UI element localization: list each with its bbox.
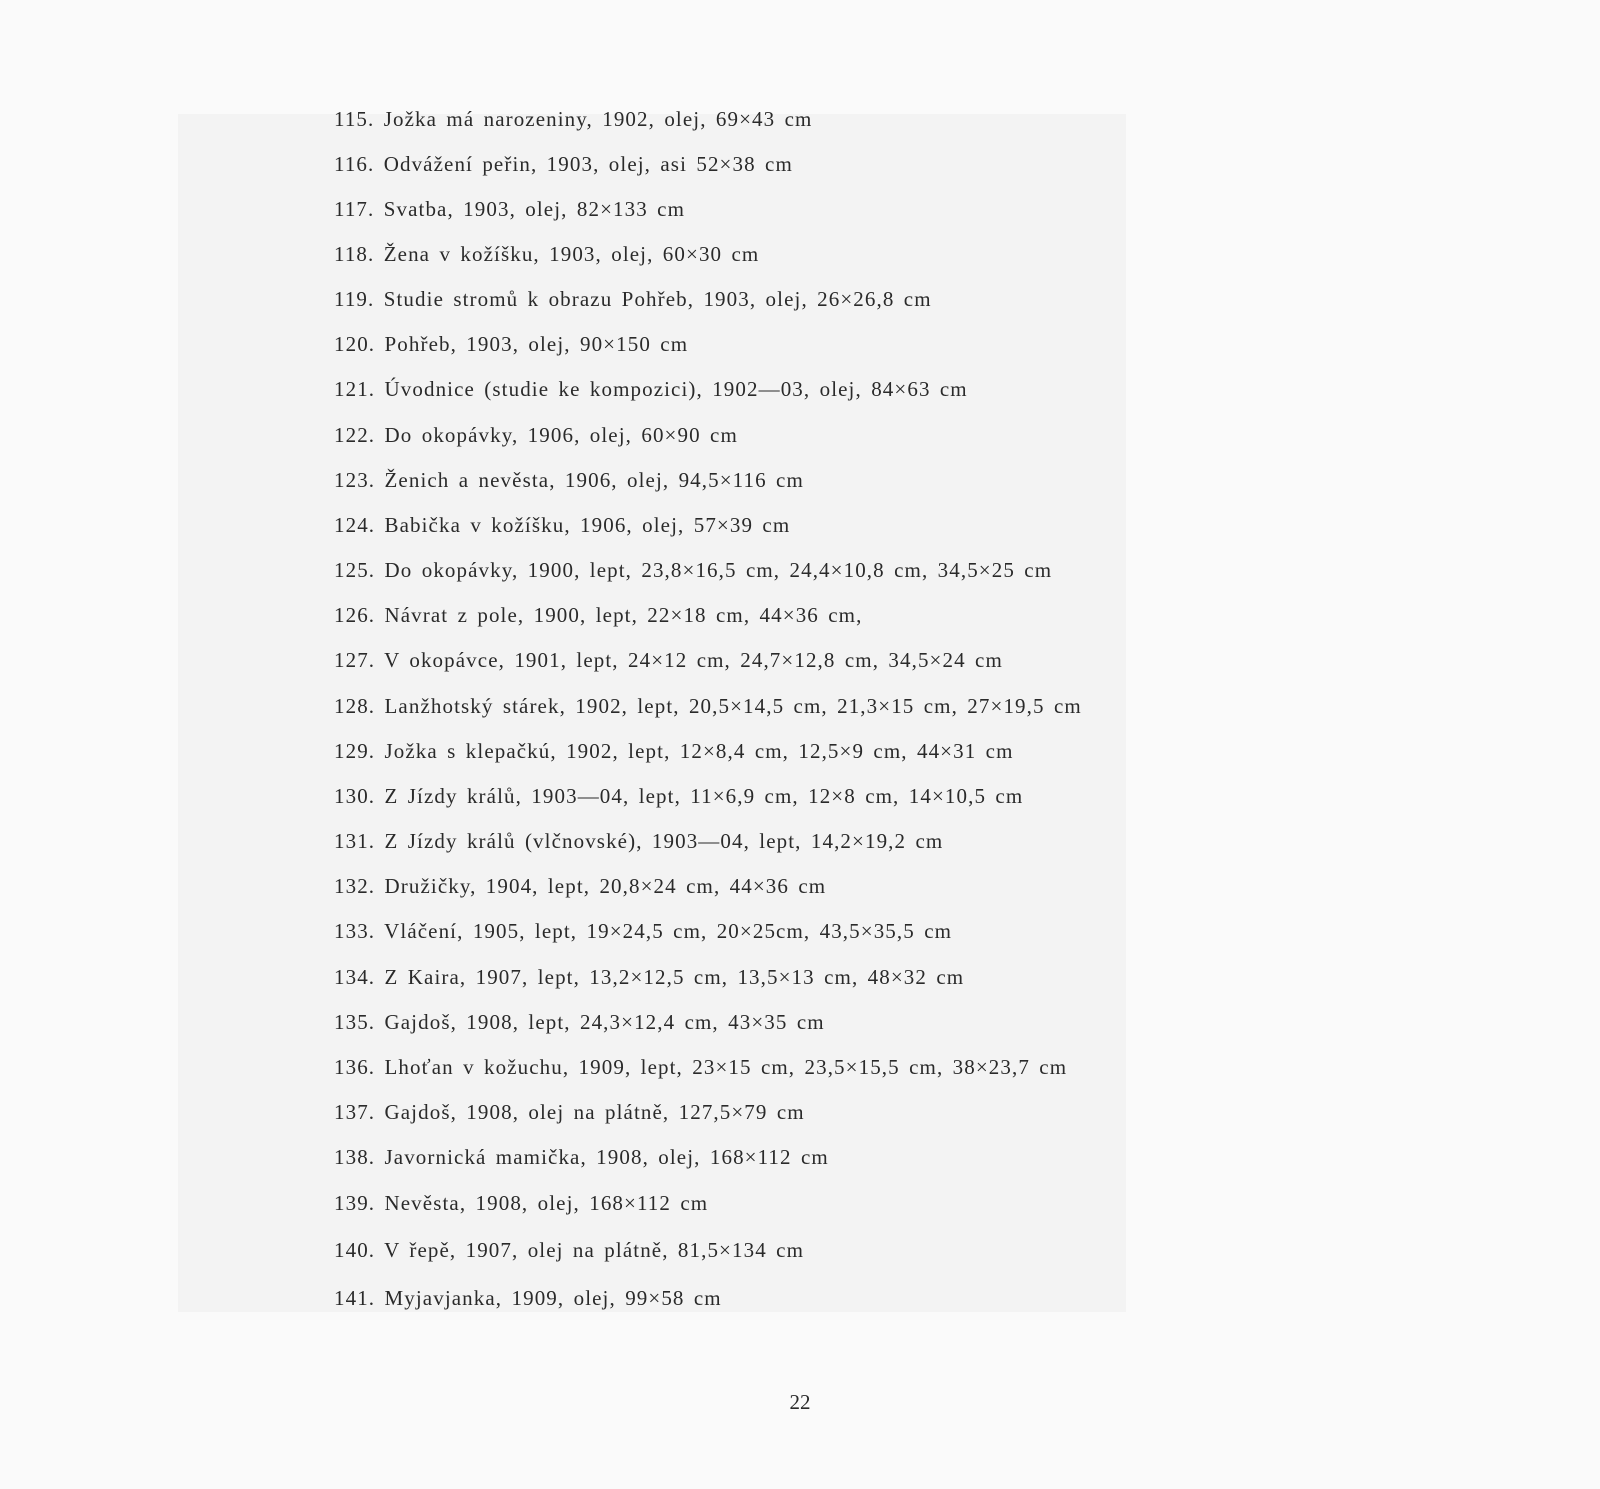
- catalog-entry-141: 141. Myjavjanka, 1909, olej, 99×58 cm: [334, 1286, 722, 1310]
- catalog-entry-119: 119. Studie stromů k obrazu Pohřeb, 1903, olej, 26×26,8 cm: [334, 287, 932, 311]
- catalog-entry-124: 124. Babička v kožíšku, 1906, olej, 57×39 cm: [334, 513, 791, 537]
- catalog-entry-130: 130. Z Jízdy králů, 1903—04, lept, 11×6,9 cm, 12×8 cm, 14×10,5 cm: [334, 784, 1024, 808]
- catalog-entry-125: 125. Do okopávky, 1900, lept, 23,8×16,5 cm, 24,4×10,8 cm, 34,5×25 cm: [334, 558, 1053, 582]
- catalog-entry-139: 139. Nevěsta, 1908, olej, 168×112 cm: [334, 1191, 709, 1215]
- page-number: 22: [789, 1390, 811, 1414]
- catalog-entry-123: 123. Ženich a nevěsta, 1906, olej, 94,5×116 cm: [334, 468, 804, 492]
- catalog-entry-120: 120. Pohřeb, 1903, olej, 90×150 cm: [334, 332, 689, 356]
- catalog-entry-115: 115. Jožka má narozeniny, 1902, olej, 69×43 cm: [334, 107, 813, 131]
- catalog-entry-128: 128. Lanžhotský stárek, 1902, lept, 20,5×14,5 cm, 21,3×15 cm, 27×19,5 cm: [334, 694, 1082, 718]
- catalog-entry-136: 136. Lhoťan v kožuchu, 1909, lept, 23×15 cm, 23,5×15,5 cm, 38×23,7 cm: [334, 1055, 1068, 1079]
- catalog-entry-140: 140. V řepě, 1907, olej na plátně, 81,5×134 cm: [334, 1238, 805, 1262]
- catalog-entry-135: 135. Gajdoš, 1908, lept, 24,3×12,4 cm, 43×35 cm: [334, 1010, 825, 1034]
- catalog-entry-127: 127. V okopávce, 1901, lept, 24×12 cm, 24,7×12,8 cm, 34,5×24 cm: [334, 648, 1003, 672]
- catalog-entry-118: 118. Žena v kožíšku, 1903, olej, 60×30 cm: [334, 242, 760, 266]
- catalog-entry-131: 131. Z Jízdy králů (vlčnovské), 1903—04, lept, 14,2×19,2 cm: [334, 829, 944, 853]
- catalog-entry-129: 129. Jožka s klepačkú, 1902, lept, 12×8,4 cm, 12,5×9 cm, 44×31 cm: [334, 739, 1014, 763]
- catalog-entry-116: 116. Odvážení peřin, 1903, olej, asi 52×38 cm: [334, 152, 793, 176]
- catalog-entry-132: 132. Družičky, 1904, lept, 20,8×24 cm, 44×36 cm: [334, 874, 827, 898]
- catalog-entry-126: 126. Návrat z pole, 1900, lept, 22×18 cm, 44×36 cm,: [334, 603, 863, 627]
- catalog-entry-138: 138. Javornická mamička, 1908, olej, 168×112 cm: [334, 1145, 829, 1169]
- catalog-entry-133: 133. Vláčení, 1905, lept, 19×24,5 cm, 20×25cm, 43,5×35,5 cm: [334, 919, 953, 943]
- catalog-entry-117: 117. Svatba, 1903, olej, 82×133 cm: [334, 197, 686, 221]
- catalog-entry-134: 134. Z Kaira, 1907, lept, 13,2×12,5 cm, 13,5×13 cm, 48×32 cm: [334, 965, 965, 989]
- catalog-entry-122: 122. Do okopávky, 1906, olej, 60×90 cm: [334, 423, 738, 447]
- catalog-entry-121: 121. Úvodnice (studie ke kompozici), 1902—03, olej, 84×63 cm: [334, 377, 968, 401]
- catalog-entry-137: 137. Gajdoš, 1908, olej na plátně, 127,5×79 cm: [334, 1100, 805, 1124]
